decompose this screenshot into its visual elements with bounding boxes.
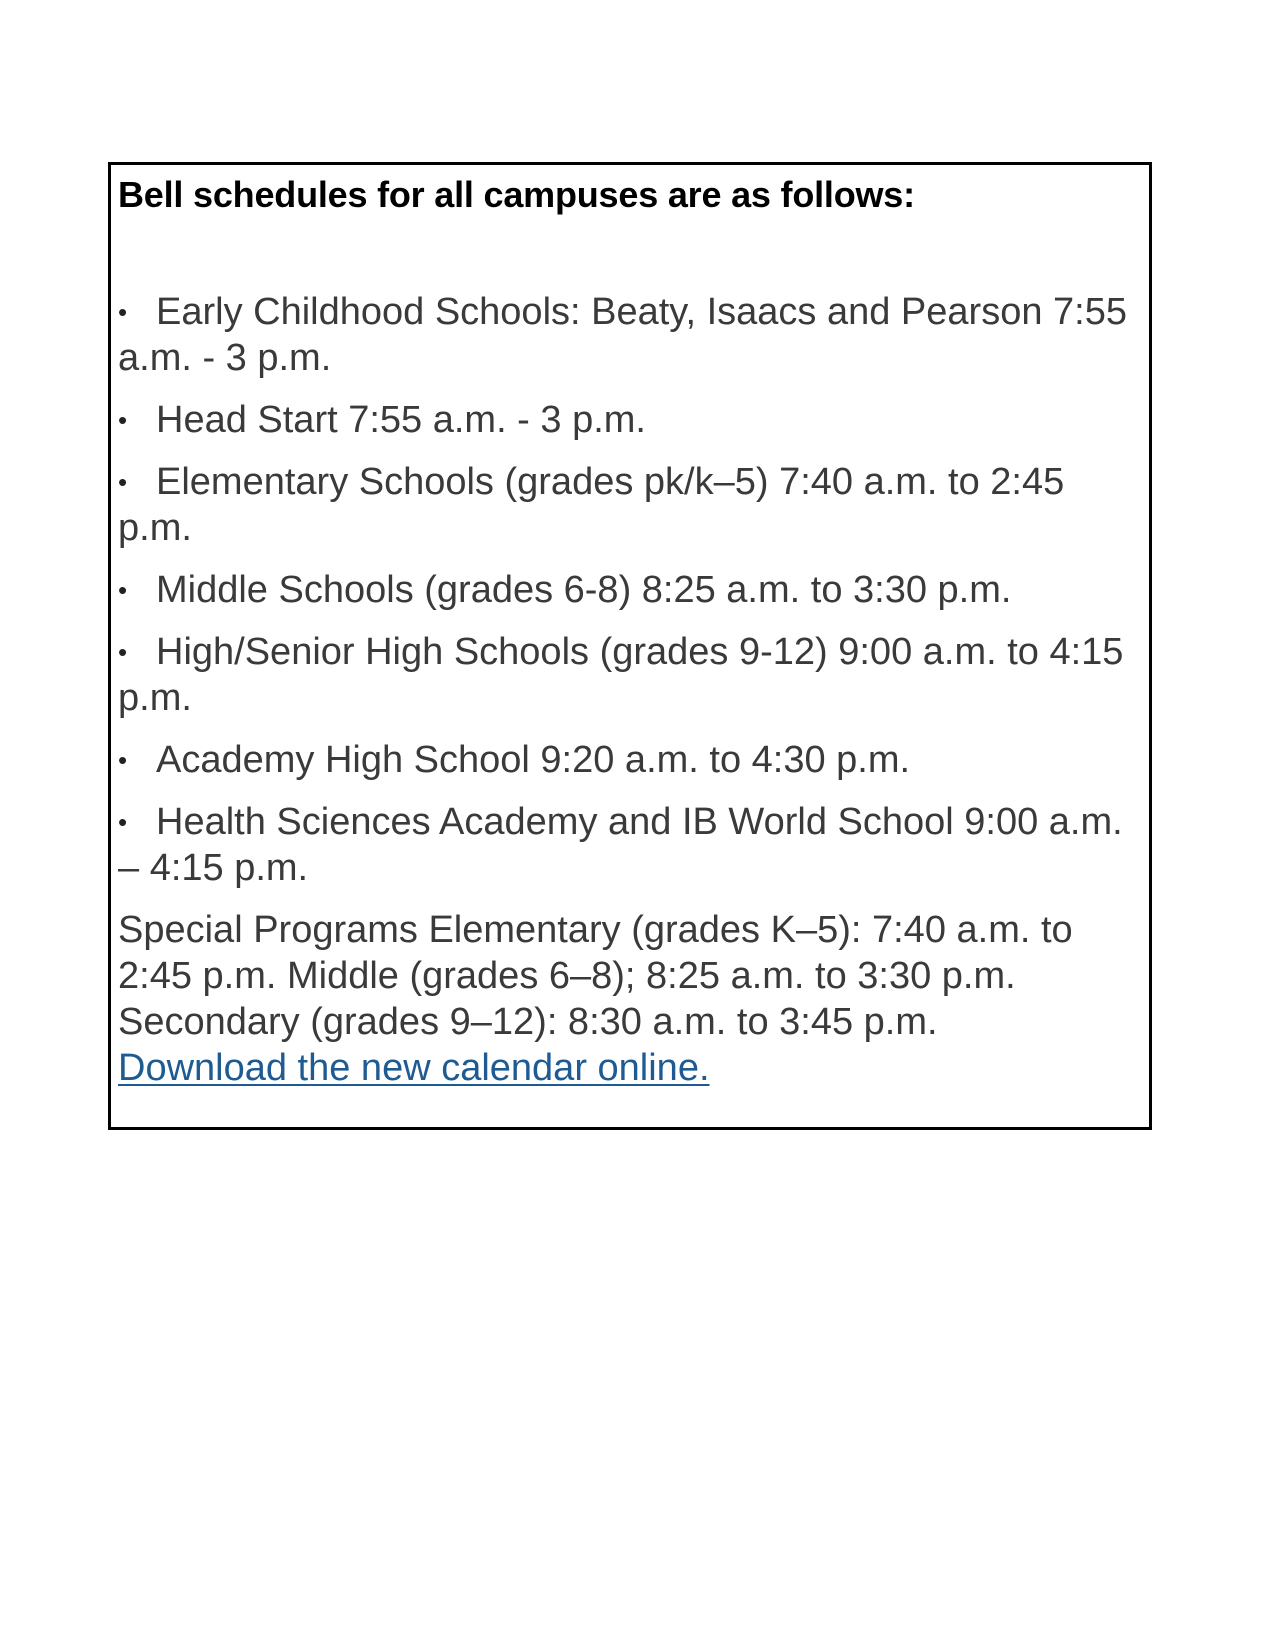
list-item (118, 799, 1141, 891)
bullet-icon: • (118, 405, 128, 435)
list-item-text: Early Childhood Schools: Beaty, Isaacs and Pearson 7:55 a.m. - 3 p.m. (118, 291, 1127, 379)
list-item (118, 289, 1141, 381)
list-item-text: Health Sciences Academy and IB World School 9:00 a.m. – 4:15 p.m. (118, 801, 1123, 889)
bullet-icon: • (118, 575, 128, 605)
list-item (118, 629, 1141, 721)
schedule-heading: Bell schedules for all campuses are as follows: (118, 174, 915, 215)
list-item (118, 567, 1141, 613)
list-item-text: Academy High School 9:20 a.m. to 4:30 p.m. (156, 739, 911, 781)
list-item (118, 459, 1141, 551)
bullet-icon: • (118, 467, 128, 497)
list-item-text: High/Senior High Schools (grades 9-12) 9:00 a.m. to 4:15 p.m. (118, 631, 1124, 719)
list-item-text: Middle Schools (grades 6-8) 8:25 a.m. to 3:30 p.m. (156, 569, 1012, 611)
list-item (118, 737, 1141, 783)
list-item (118, 397, 1141, 443)
schedule-list (118, 289, 1141, 891)
bullet-icon: • (118, 807, 128, 837)
list-item-text: Head Start 7:55 a.m. - 3 p.m. (156, 399, 646, 441)
download-calendar-link[interactable]: Download the new calendar online. (118, 1047, 710, 1089)
bell-schedule-box (108, 162, 1152, 1130)
bullet-icon: • (118, 297, 128, 327)
bullet-icon: • (118, 637, 128, 667)
list-item-text: Elementary Schools (grades pk/k–5) 7:40 a.m. to 2:45 p.m. (118, 461, 1065, 549)
bullet-icon: • (118, 745, 128, 775)
special-programs-text: Special Programs Elementary (grades K–5): 7:40 a.m. to 2:45 p.m. Middle (grades 6–8); 8:25 a.m. to 3:30 p.m. Secondary (grades 9–12): 8:30 a.m. to 3:45 p.m. (118, 909, 1073, 1043)
